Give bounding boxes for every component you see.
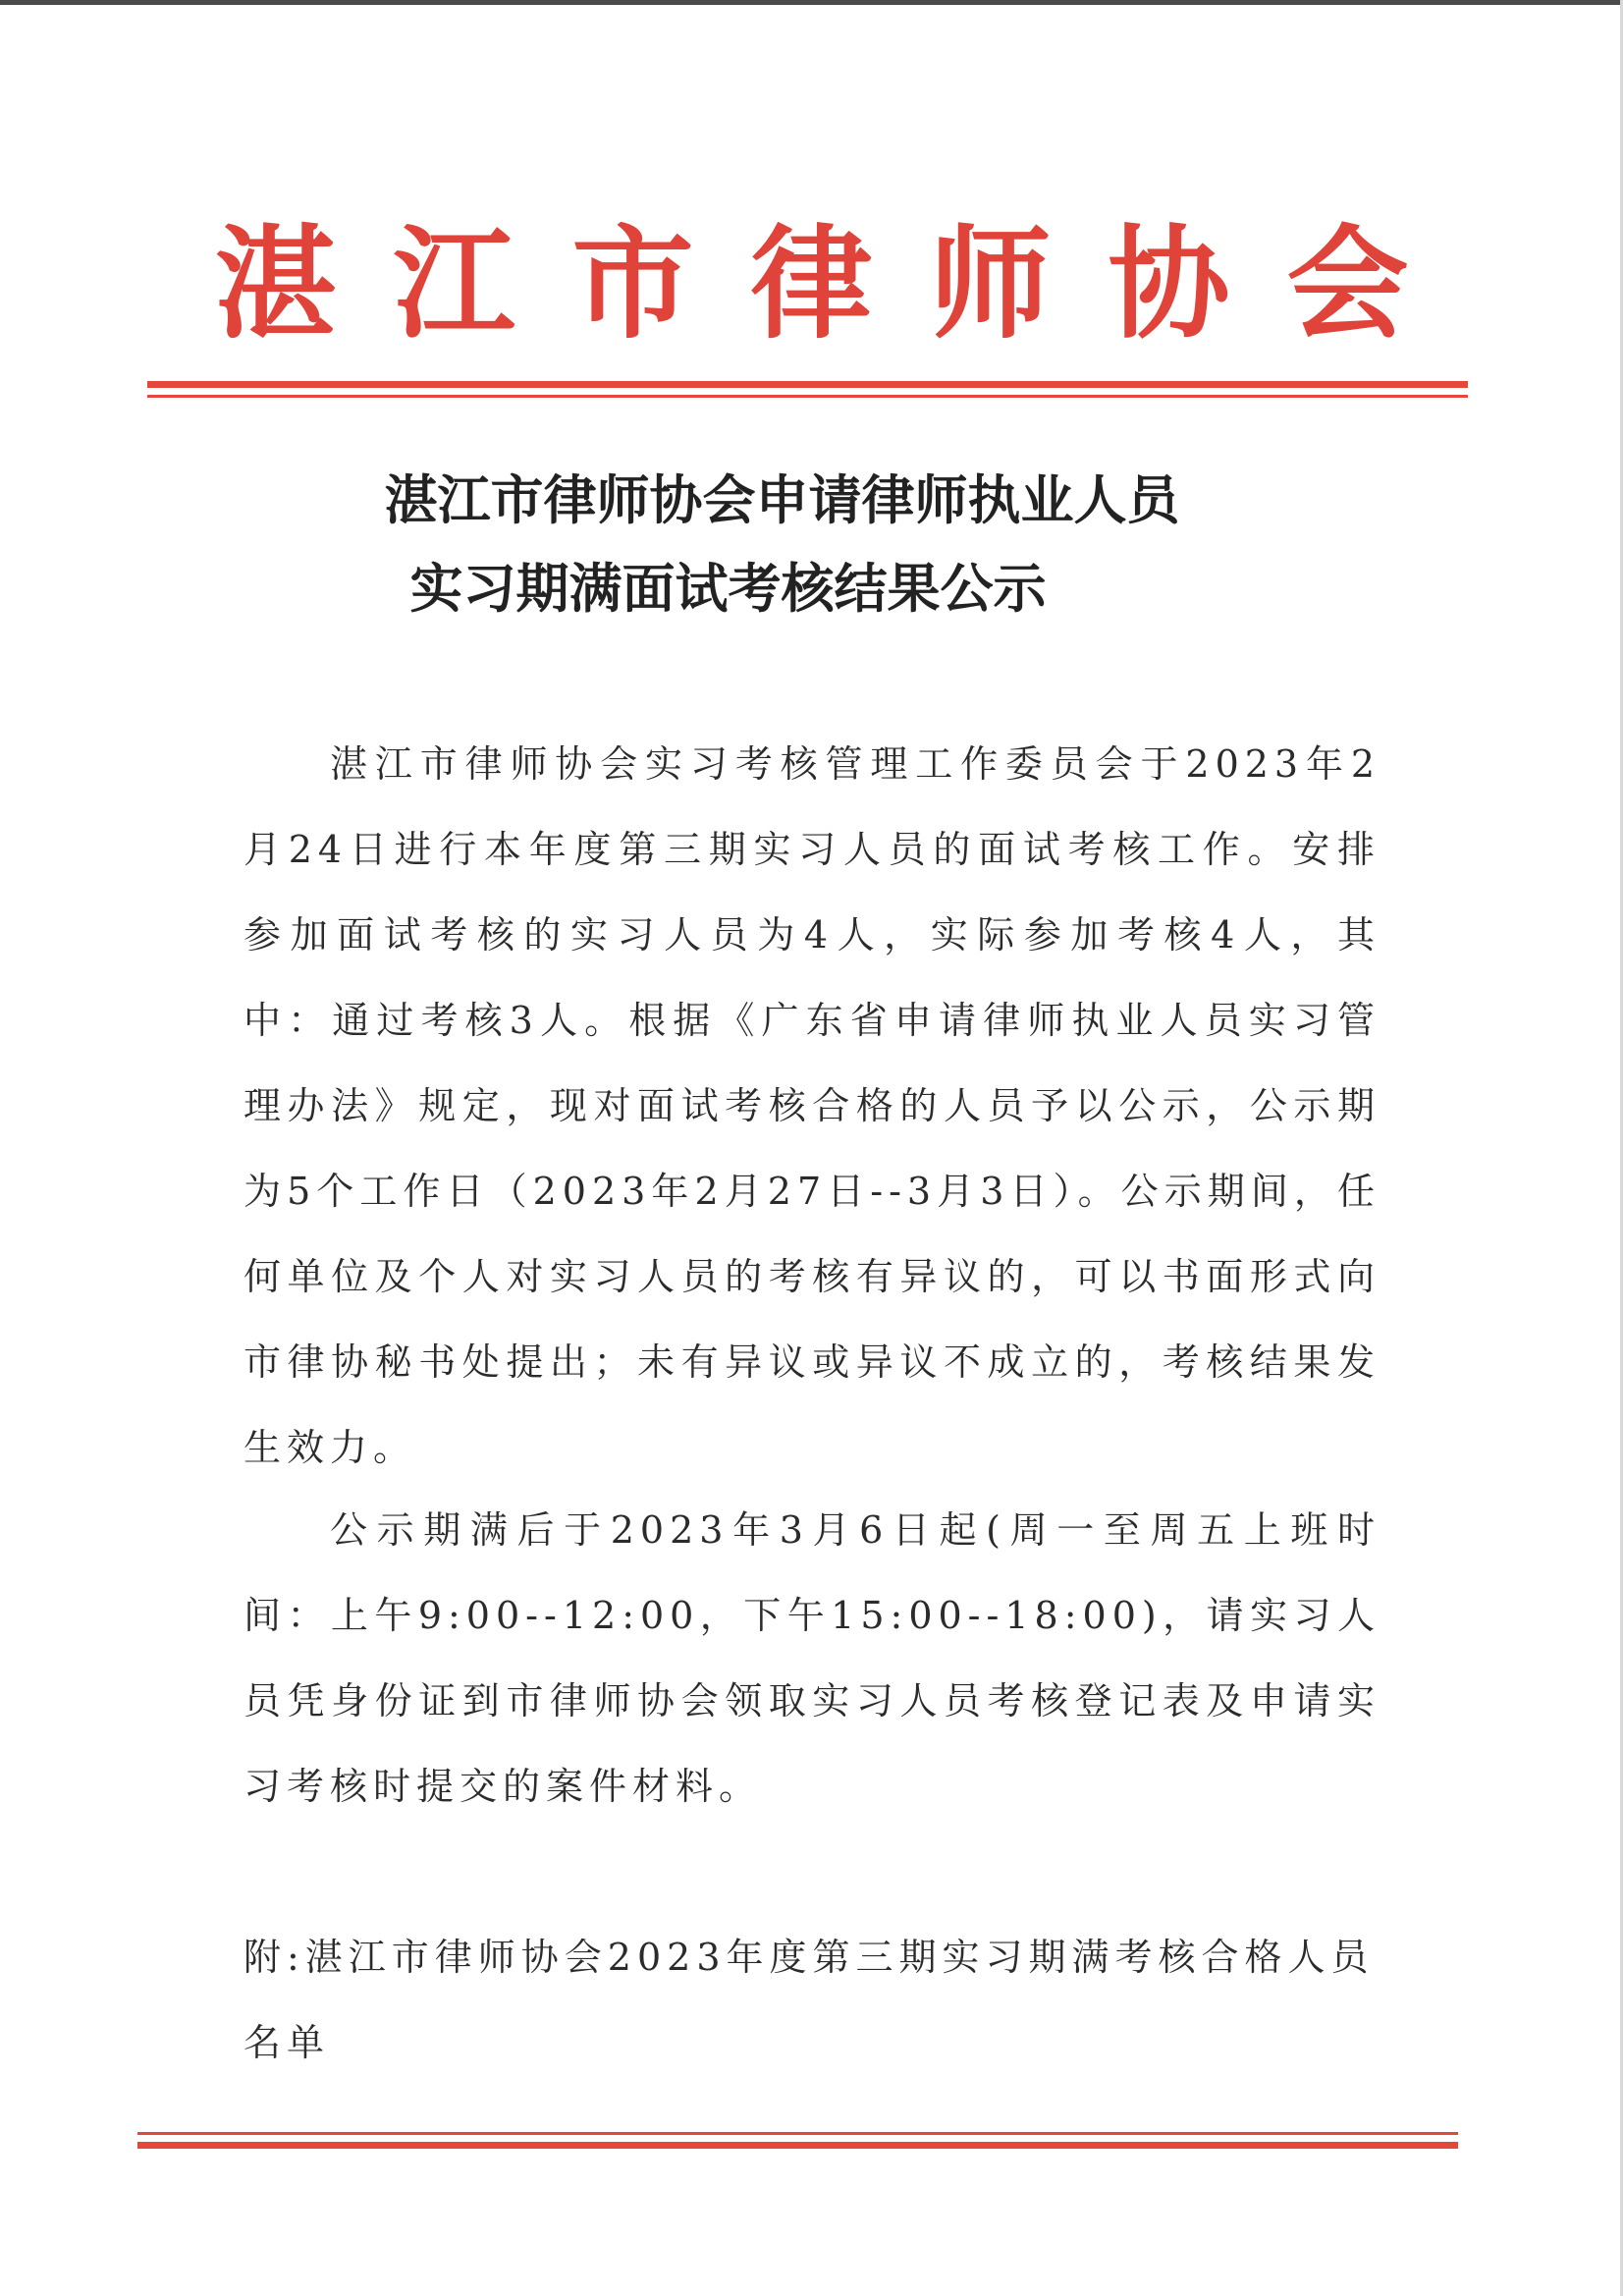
body-paragraph-2: 公示期满后于2023年3月6日起(周一至周五上班时间：上午9:00--12:00，下午15:00--18:00)，请实习人员凭身份证到市律师协会领取实习人员考核登记表及申请实习考核时提交的案件材料。: [243, 1508, 1380, 1808]
scan-edge-top: [0, 0, 1623, 5]
letterhead-rule-thick: [147, 381, 1468, 388]
footer-rule-thin: [137, 2132, 1458, 2135]
letterhead-rule-thin: [147, 395, 1468, 398]
attachment-note: 附:湛江市律师协会2023年度第三期实习期满考核合格人员名单: [243, 1936, 1375, 2064]
document-title-line-2: 实习期满面试考核结果公示: [409, 558, 1047, 620]
footer-rule-thick: [137, 2142, 1458, 2149]
letterhead-organization-name: 湛江市律师协会: [214, 213, 1466, 355]
document-title-line-1: 湛江市律师协会申请律师执业人员: [384, 469, 1180, 531]
body-paragraph-1: 湛江市律师协会实习考核管理工作委员会于2023年2月24日进行本年度第三期实习人员的面试考核工作。安排参加面试考核的实习人员为4人，实际参加考核4人，其中：通过考核3人。根据《广东省申请律师执业人员实习管理办法》规定，现对面试考核合格的人员予以公示，公示期为5个工作日（2023年2月27日--3月3日）。公示期间，任何单位及个人对实习人员的考核有异议的，可以书面形式向市律协秘书处提出；未有异议或异议不成立的，考核结果发生效力。: [243, 742, 1380, 1469]
